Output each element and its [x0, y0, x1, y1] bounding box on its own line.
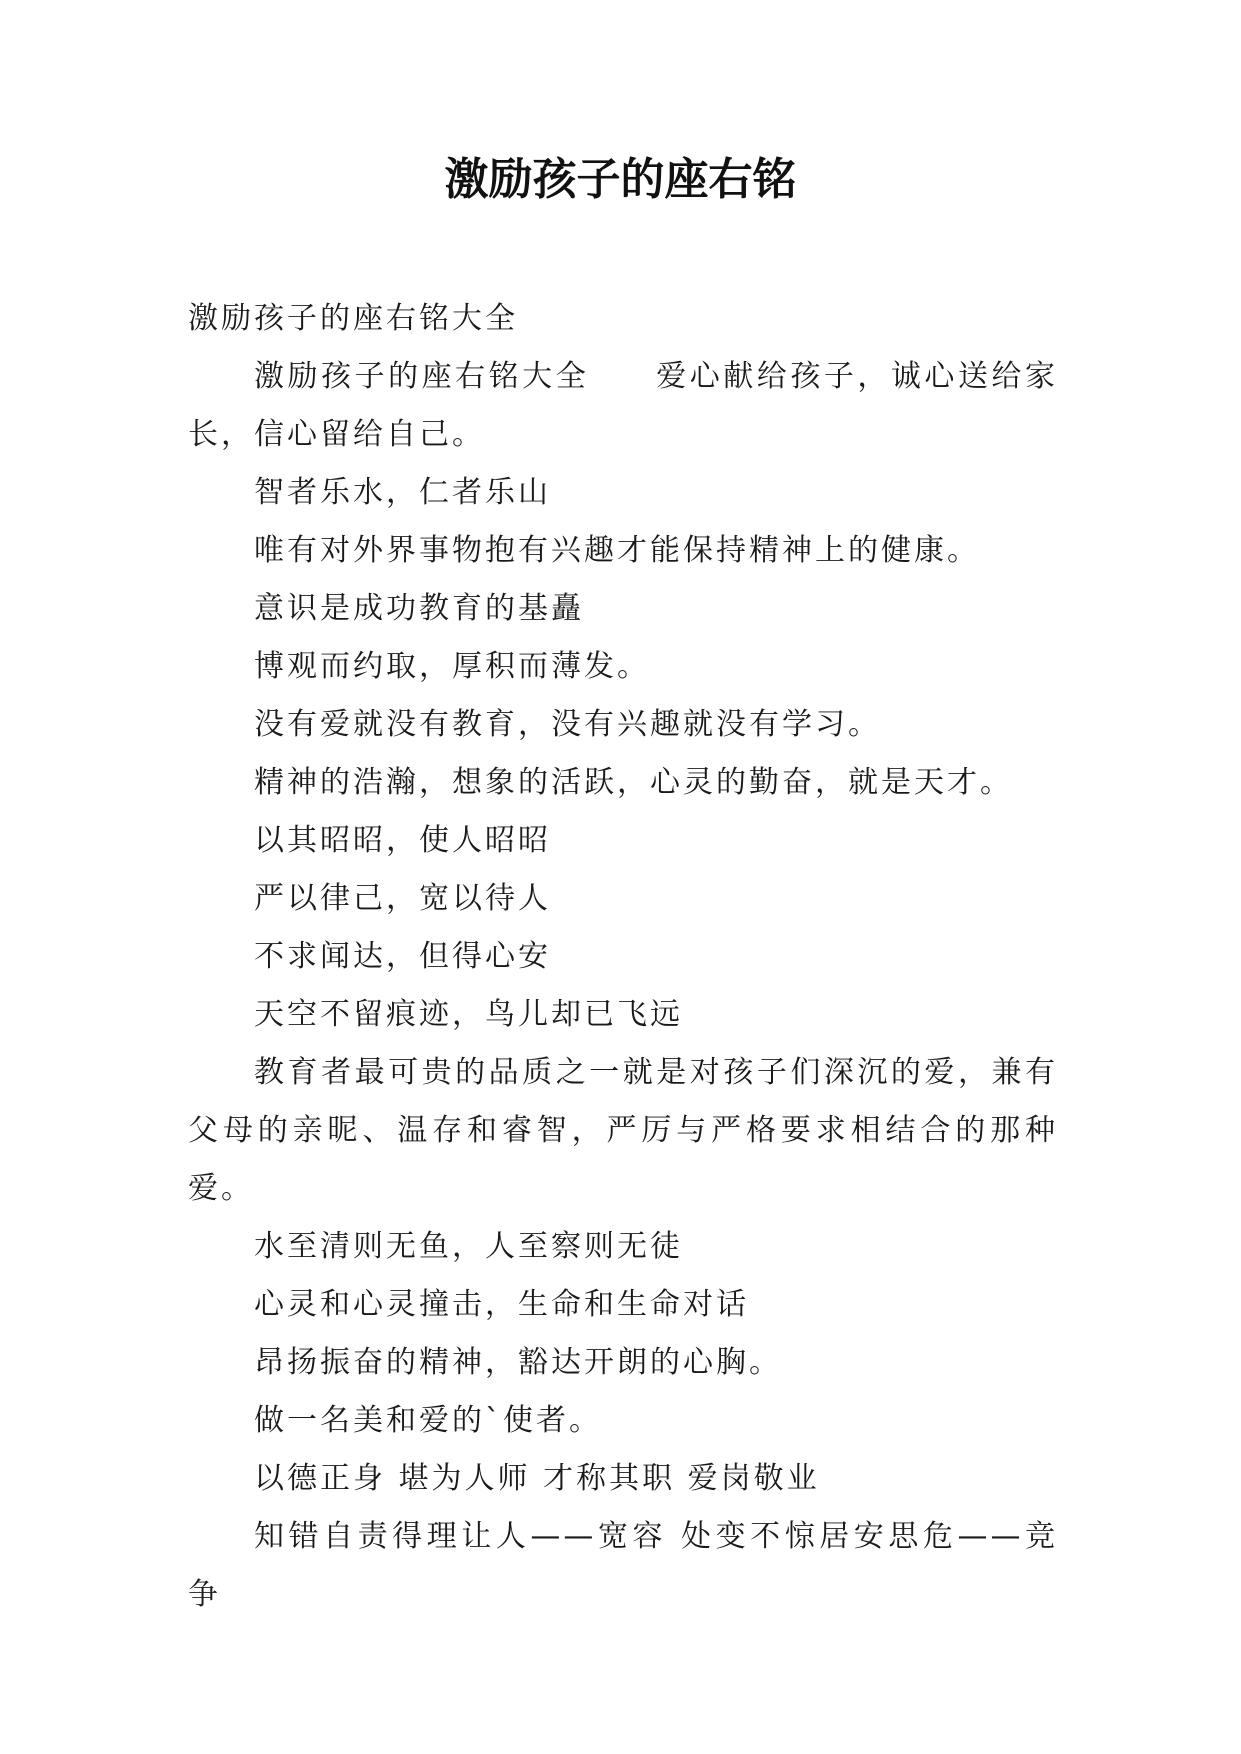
paragraph: 知错自责得理让人——宽容 处变不惊居安思危——竞争	[188, 1519, 1058, 1612]
paragraph: 以其昭昭，使人昭昭	[254, 823, 551, 858]
paragraph: 唯有对外界事物抱有兴趣才能保持精神上的健康。	[254, 533, 980, 568]
page-title: 激励孩子的座右铭	[444, 154, 797, 205]
paragraph: 严以律己，宽以待人	[254, 881, 551, 916]
section-heading: 激励孩子的座右铭大全	[188, 301, 518, 336]
paragraph: 激励孩子的座右铭大全 爱心献给孩子，诚心送给家长，信心留给自己。	[188, 359, 1058, 452]
paragraph: 昂扬振奋的精神，豁达开朗的心胸。	[254, 1345, 782, 1380]
paragraph: 精神的浩瀚，想象的活跃，心灵的勤奋，就是天才。	[254, 765, 1013, 800]
paragraph: 心灵和心灵撞击，生命和生命对话	[254, 1287, 749, 1322]
paragraph: 智者乐水，仁者乐山	[254, 475, 551, 510]
paragraph: 不求闻达，但得心安	[254, 939, 551, 974]
paragraph: 意识是成功教育的基矗	[254, 591, 584, 626]
paragraph: 做一名美和爱的`使者。	[254, 1403, 602, 1438]
paragraph: 天空不留痕迹，鸟儿却已飞远	[254, 997, 683, 1032]
document-body	[188, 290, 1058, 1624]
paragraph: 水至清则无鱼，人至察则无徒	[254, 1229, 683, 1264]
paragraph: 博观而约取，厚积而薄发。	[254, 649, 650, 684]
paragraph: 没有爱就没有教育，没有兴趣就没有学习。	[254, 707, 881, 742]
paragraph: 教育者最可贵的品质之一就是对孩子们深沉的爱，兼有父母的亲昵、温存和睿智，严厉与严格要求相结合的那种爱。	[188, 1055, 1058, 1206]
paragraph: 以德正身 堪为人师 才称其职 爱岗敬业	[254, 1461, 820, 1496]
